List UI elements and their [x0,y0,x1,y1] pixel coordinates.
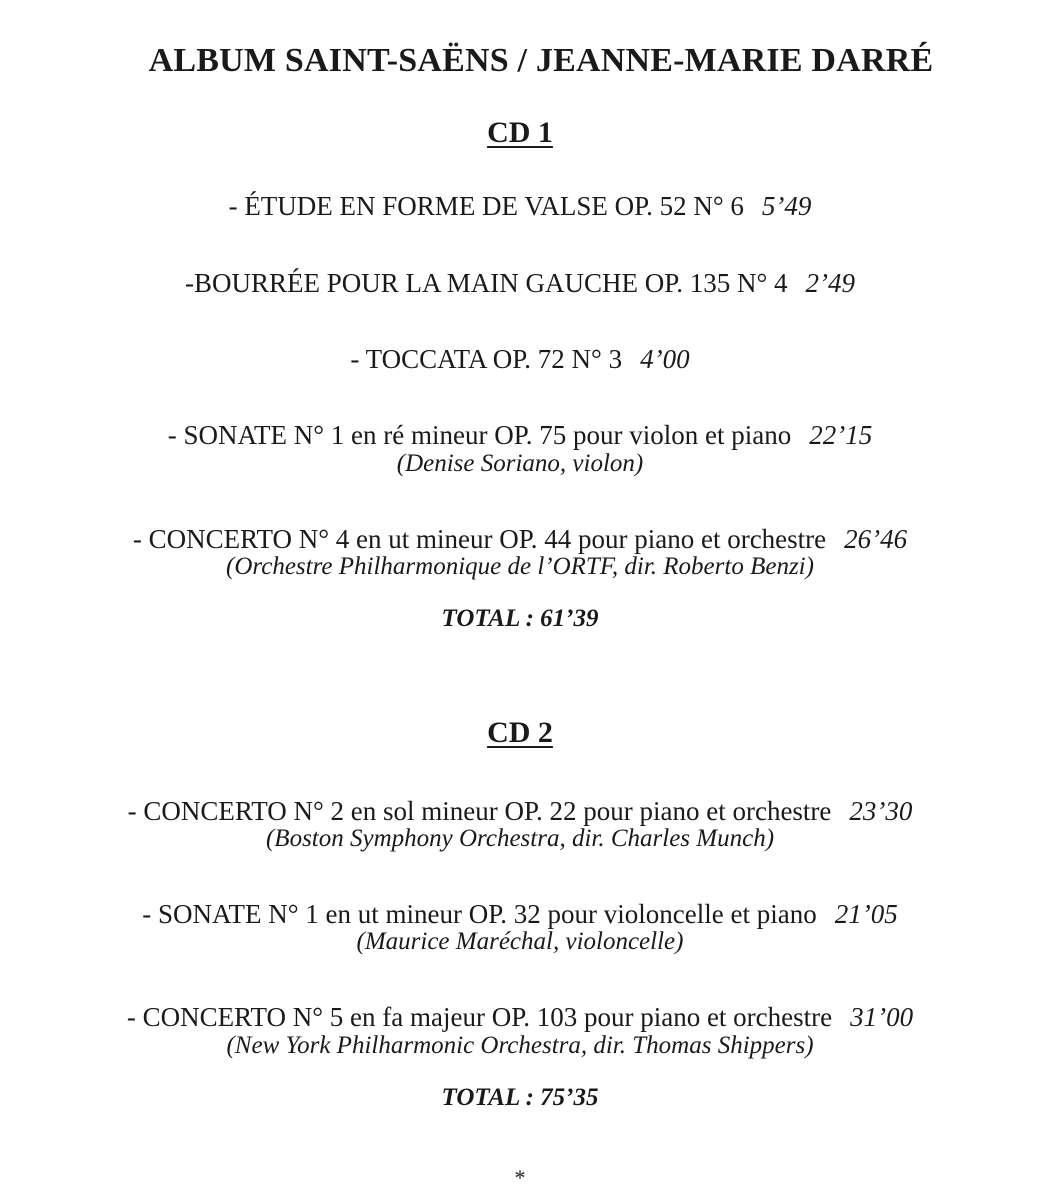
track-title: - ÉTUDE EN FORME DE VALSE OP. 52 N° 6 [228,191,744,221]
track-title: - CONCERTO N° 5 en fa majeur OP. 103 pour piano et orchestre [126,1002,833,1032]
track-duration: 21’05 [834,899,898,929]
track-duration: 2’49 [805,268,856,298]
track-duration: 26’46 [844,524,908,554]
track-duration: 5’49 [761,191,812,221]
album-title: ALBUM SAINT-SAËNS / JEANNE-MARIE DARRÉ [148,42,934,79]
cd1-track-4 [0,420,1040,450]
cd2-track-3-performers: (New York Philharmonic Orchestra, dir. Thomas Shippers) [226,1032,814,1059]
cd1-track-1 [0,191,1040,221]
cd2-track-2-performers: (Maurice Maréchal, violoncelle) [356,928,684,955]
track-duration: 31’00 [850,1002,914,1032]
cd1-track-3 [0,344,1040,374]
track-duration: 23’30 [849,796,913,826]
track-title: - CONCERTO N° 4 en ut mineur OP. 44 pour piano et orchestre [132,524,827,554]
track-title: - CONCERTO N° 2 en sol mineur OP. 22 pour piano et orchestre [127,796,832,826]
footer-asterisk: * [514,1165,526,1190]
cd2-track-1-performers: (Boston Symphony Orchestra, dir. Charles Munch) [265,825,775,852]
cd1-track-5 [0,524,1040,554]
cd2-total: TOTAL : 75’35 [441,1084,599,1111]
track-title: -BOURRÉE POUR LA MAIN GAUCHE OP. 135 N° 4 [184,268,788,298]
cd1-track-5-performers: (Orchestre Philharmonique de l’ORTF, dir. Roberto Benzi) [226,553,814,580]
cd1-total: TOTAL : 61’39 [441,605,599,632]
track-duration: 22’15 [809,420,873,450]
cd1-track-2 [0,268,1040,298]
cd1-track-4-performers: (Denise Soriano, violon) [396,450,644,477]
track-title: - SONATE N° 1 en ut mineur OP. 32 pour violoncelle et piano [142,899,817,929]
cd2-heading: CD 2 [487,716,553,749]
cd2-track-3 [0,1002,1040,1032]
track-title: - TOCCATA OP. 72 N° 3 [350,344,623,374]
track-duration: 4’00 [640,344,690,374]
track-title: - SONATE N° 1 en ré mineur OP. 75 pour violon et piano [167,420,792,450]
cd2-track-1 [0,796,1040,826]
cd1-heading: CD 1 [487,116,553,149]
cd2-track-2 [0,899,1040,929]
